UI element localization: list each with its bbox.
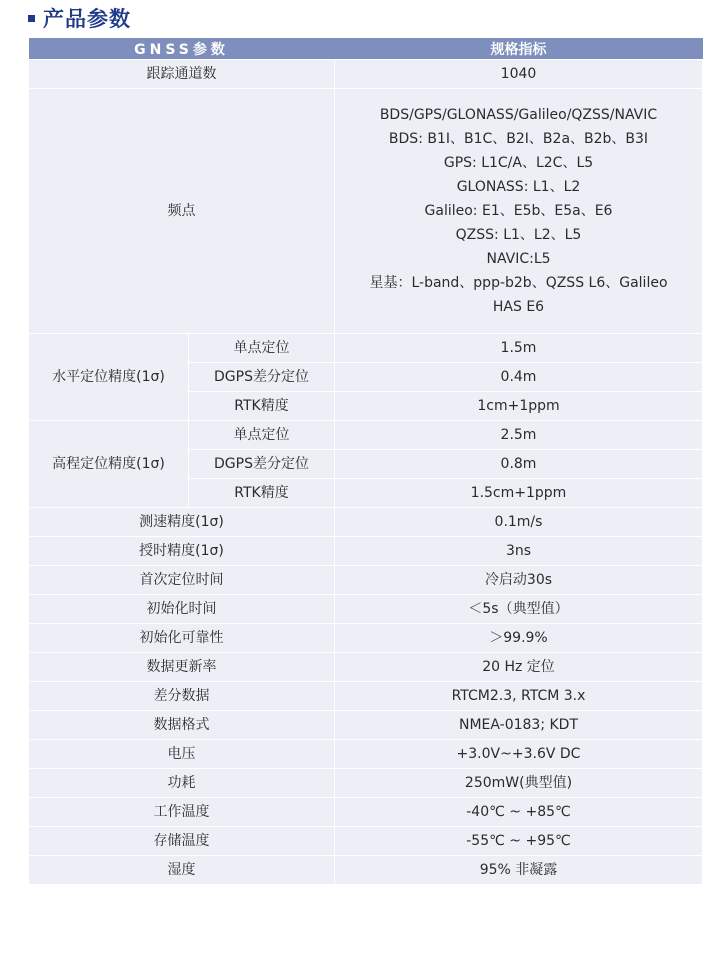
frequency-line: GLONASS: L1、L2 xyxy=(456,179,581,195)
row-label: 差分数据 xyxy=(29,682,335,711)
table-row xyxy=(29,653,703,682)
row-value: 0.4m xyxy=(335,363,703,392)
row-value: 冷启动30s xyxy=(335,566,703,595)
row-value: 1.5cm+1ppm xyxy=(335,479,703,508)
row-value: ＞99.9% xyxy=(335,624,703,653)
row-value: 2.5m xyxy=(335,421,703,450)
row-value: 0.1m/s xyxy=(335,508,703,537)
header-spec: 规格指标 xyxy=(335,38,703,60)
table-row xyxy=(29,769,703,798)
section-title xyxy=(28,2,131,34)
table-row xyxy=(29,624,703,653)
row-label: 工作温度 xyxy=(29,798,335,827)
row-mode: DGPS差分定位 xyxy=(189,363,335,392)
row-value: RTCM2.3, RTCM 3.x xyxy=(335,682,703,711)
row-value: ＜5s（典型值） xyxy=(335,595,703,624)
row-value: 250mW(典型值) xyxy=(335,769,703,798)
frequency-line: NAVIC:L5 xyxy=(486,251,551,267)
table-row xyxy=(29,89,703,334)
row-mode: RTK精度 xyxy=(189,392,335,421)
frequency-line: Galileo: E1、E5b、E5a、E6 xyxy=(424,203,613,219)
row-label: 存储温度 xyxy=(29,827,335,856)
row-label: 授时精度(1σ) xyxy=(29,537,335,566)
row-value: 0.8m xyxy=(335,450,703,479)
table-row xyxy=(29,856,703,885)
row-value: +3.0V~+3.6V DC xyxy=(335,740,703,769)
header-param: GNSS参数 xyxy=(29,38,335,60)
table-row xyxy=(29,334,703,363)
row-label: 初始化时间 xyxy=(29,595,335,624)
row-value: 20 Hz 定位 xyxy=(335,653,703,682)
section-title-text: 产品参数 xyxy=(43,7,131,31)
row-mode: DGPS差分定位 xyxy=(189,450,335,479)
table-row xyxy=(29,711,703,740)
row-value: NMEA-0183; KDT xyxy=(335,711,703,740)
frequency-line: GPS: L1C/A、L2C、L5 xyxy=(443,155,594,171)
frequency-line: HAS E6 xyxy=(492,299,545,315)
table-row xyxy=(29,595,703,624)
frequency-line: BDS: B1I、B1C、B2I、B2a、B2b、B3I xyxy=(388,131,649,147)
row-label: 跟踪通道数 xyxy=(29,60,335,89)
row-label: 电压 xyxy=(29,740,335,769)
table-row xyxy=(29,682,703,711)
frequency-line: 星基：L-band、ppp-b2b、QZSS L6、Galileo xyxy=(369,275,668,291)
table-header-row xyxy=(29,38,703,60)
row-value: -55℃ ~ +95℃ xyxy=(335,827,703,856)
frequency-value xyxy=(335,89,703,334)
row-value: 1cm+1ppm xyxy=(335,392,703,421)
frequency-line: BDS/GPS/GLONASS/Galileo/QZSS/NAVIC xyxy=(379,107,658,123)
row-label: 功耗 xyxy=(29,769,335,798)
row-mode: 单点定位 xyxy=(189,421,335,450)
table-row xyxy=(29,60,703,89)
table-row xyxy=(29,421,703,450)
row-label: 首次定位时间 xyxy=(29,566,335,595)
frequency-line: QZSS: L1、L2、L5 xyxy=(455,227,582,243)
table-row xyxy=(29,537,703,566)
row-label: 数据格式 xyxy=(29,711,335,740)
row-label: 水平定位精度(1σ) xyxy=(29,334,189,421)
bullet-square-icon xyxy=(28,15,35,22)
row-label: 数据更新率 xyxy=(29,653,335,682)
table-row xyxy=(29,827,703,856)
row-label: 高程定位精度(1σ) xyxy=(29,421,189,508)
row-value: 1.5m xyxy=(335,334,703,363)
table-row xyxy=(29,798,703,827)
row-label: 测速精度(1σ) xyxy=(29,508,335,537)
row-mode: RTK精度 xyxy=(189,479,335,508)
row-value: -40℃ ~ +85℃ xyxy=(335,798,703,827)
table-row xyxy=(29,740,703,769)
row-value: 1040 xyxy=(335,60,703,89)
table-row xyxy=(29,566,703,595)
spec-table xyxy=(28,38,703,885)
row-label: 频点 xyxy=(29,89,335,334)
row-value: 95% 非凝露 xyxy=(335,856,703,885)
row-label: 初始化可靠性 xyxy=(29,624,335,653)
row-value: 3ns xyxy=(335,537,703,566)
table-row xyxy=(29,508,703,537)
row-mode: 单点定位 xyxy=(189,334,335,363)
row-label: 湿度 xyxy=(29,856,335,885)
